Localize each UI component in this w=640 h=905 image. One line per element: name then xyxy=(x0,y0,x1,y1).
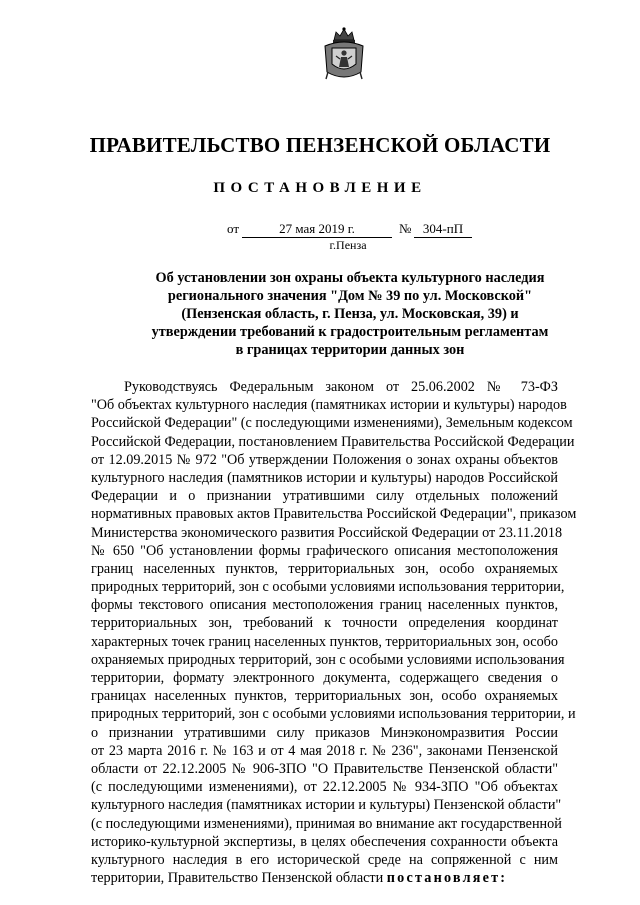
body-line: природных территорий, зон с особыми условиями использования территории, xyxy=(91,579,565,596)
body-line: природных территорий, зон с особыми условиями использования территории, и xyxy=(91,706,576,723)
body-last-line xyxy=(91,869,558,887)
subject-line: регионального значения "Дом № 39 по ул. Московской" xyxy=(167,288,533,304)
date-label: от xyxy=(227,221,240,236)
body-line: Российской Федерации, постановлением Правительства Российской Федерации xyxy=(91,433,575,450)
body-line: Российской Федерации" (с последующими изменениями), Земельным кодексом xyxy=(91,415,573,432)
subject-line: в границах территории данных зон xyxy=(235,342,465,358)
body-line: формы текстового описания местоположения границ населенных пунктов, xyxy=(91,597,558,614)
body-line: Федерации и о признании утратившими силу отдельных положений xyxy=(91,488,558,505)
coat-of-arms-icon xyxy=(322,26,366,82)
body-line: (с последующими изменениями), от 22.12.2005 № 934-ЗПО "Об объектах xyxy=(91,779,558,796)
resolves-word: постановляет: xyxy=(386,870,508,887)
document-type: ПОСТАНОВЛЕНИЕ xyxy=(213,180,427,196)
subject-line: Об установлении зон охраны объекта культурного наследия xyxy=(155,270,545,286)
subject-line: утверждении требований к градостроительным регламентам xyxy=(151,324,549,340)
body-line: (с последующими изменениями), принимая во внимание акт государственной xyxy=(91,815,562,832)
body-paragraph xyxy=(91,378,577,887)
body-line: нормативных правовых актов Правительства Российской Федерации", приказом xyxy=(91,506,577,523)
body-line: о признании утратившими силу приказов Минэкономразвития России xyxy=(91,724,558,741)
body-line: характерных точек границ населенных пунктов, территориальных зон, особо xyxy=(91,633,558,650)
body-line: области от 22.12.2005 № 906-ЗПО "О Правительстве Пензенской области" xyxy=(91,760,558,777)
document-number: 304-пП xyxy=(414,221,472,238)
body-line: историко-культурной экспертизы, в целях обеспечения сохранности объекта xyxy=(91,833,558,850)
body-line-prefix: территории, Правительство Пензенской области xyxy=(91,870,387,887)
body-line: границах населенных пунктов, территориальных зон, особо охраняемых xyxy=(91,688,558,705)
body-line: № 650 "Об установлении формы графического описания местоположения xyxy=(91,542,558,559)
body-line: границ населенных пунктов, территориальных зон, особо охраняемых xyxy=(91,560,558,577)
body-line: "Об объектах культурного наследия (памятниках истории и культуры) народов xyxy=(91,397,567,414)
date-number-line xyxy=(0,221,640,239)
body-line: от 23 марта 2016 г. № 163 и от 4 мая 2018 г. № 236", законами Пензенской xyxy=(91,742,558,759)
body-line: культурного наследия в его исторической среде на сопряженной с ним xyxy=(91,851,558,868)
organization-title: ПРАВИТЕЛЬСТВО ПЕНЗЕНСКОЙ ОБЛАСТИ xyxy=(89,133,551,157)
body-line: культурного наследия (памятников истории и культуры) народов Российской xyxy=(91,469,558,486)
body-line: территории, формату электронного документа, содержащего сведения о xyxy=(91,670,558,686)
body-line: территориальных зон, требований к точности определения координат xyxy=(91,615,558,632)
document-date: 27 мая 2019 г. xyxy=(242,221,392,238)
number-label: № xyxy=(399,221,412,236)
body-line: Руководствуясь Федеральным законом от 25.06.2002 № 73-ФЗ xyxy=(124,379,558,395)
body-line: охраняемых природных территорий, зон с особыми условиями использования xyxy=(91,651,565,668)
body-line: культурного наследия (памятниках истории и культуры) Пензенской области" xyxy=(91,797,562,814)
body-line: Министерства экономического развития Российской Федерации от 23.11.2018 xyxy=(91,524,563,541)
city: г.Пенза xyxy=(329,238,367,252)
subject-line: (Пензенская область, г. Пенза, ул. Московская, 39) и xyxy=(181,306,519,322)
document-subject xyxy=(100,269,600,359)
body-line: от 12.09.2015 № 972 "Об утверждении Положения о зонах охраны объектов xyxy=(91,451,558,468)
